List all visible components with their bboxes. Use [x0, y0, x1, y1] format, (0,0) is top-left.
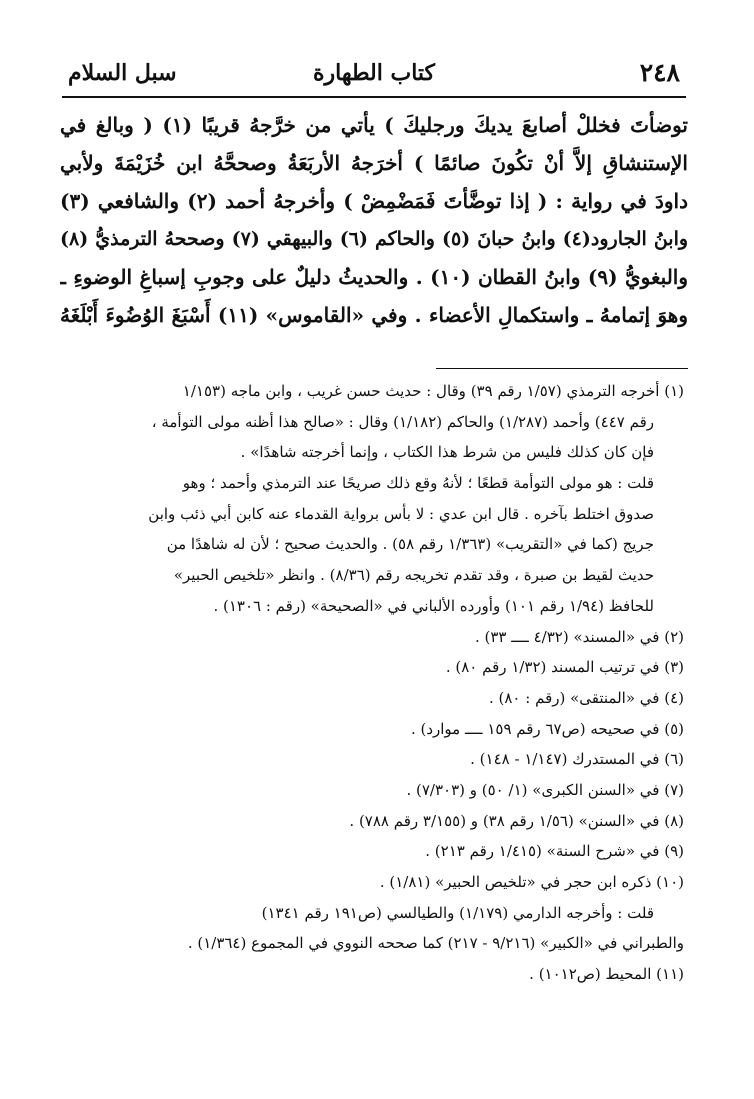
footnote-line: (٤) في «المنتقى» (رقم : ٨٠) .	[488, 688, 684, 707]
footnote-line: (١٠) ذكره ابن حجر في «تلخيص الحبير» (١/٨١) .	[379, 873, 684, 891]
footnote-line: (٢) في «المسند» (٤/٣٢ ــــ ٣٣) .	[474, 627, 684, 646]
footnote-line: (٨) في «السنن» (١/٥٦ رقم ٣٨) و (٣/١٥٥ رقم ٧٨٨) .	[349, 811, 684, 830]
footnote-line: (٣) في ترتيب المسند (١/٣٢ رقم ٨٠) .	[445, 658, 684, 677]
footnote-line: فإن كان كذلك فليس من شرط هذا الكتاب ، وإنما أخرجته شاهدًا» .	[240, 443, 654, 462]
book-title: سبل السلام	[68, 60, 177, 86]
footnote-line: رقم ٤٤٧) وأحمد (١/٢٨٧) والحاكم (١/١٨٢) وقال : «صالح هذا أظنه مولى التوأمة ،	[151, 412, 654, 431]
main-text-line: وهوَ إتمامهُ ـ واستكمالِ الأعضاء . وفي «القاموس» (١١) أَسْبَغَ الوُضُوءَ أَبْلَغَهُ	[60, 303, 688, 327]
chapter-title: كتاب الطهارة	[312, 60, 436, 86]
main-text-line: الإستنشاقِ إلاَّ أنْ تكُونَ صائمًا ) أخرَجهُ الأربَعَةُ وصححَّهُ ابن خُزَيْمَةَ ولأبي	[60, 151, 688, 175]
main-text-line: داودَ في رواية : ( إذا توضَّأتَ فَمَضْمِضْ ) وأخرجهُ أحمد (٢) والشافعي (٣)	[60, 189, 688, 213]
footnote-line: والطبراني في «الكبير» (٩/٢١٦ - ٢١٧) كما صححه النووي في المجموع (١/٣٦٤) .	[187, 934, 684, 953]
page-header	[62, 56, 686, 98]
main-text-line: والبغويُّ (٩) وابنُ القطان (١٠) . والحديثُ دليلٌ على وجوبِ إسباغِ الوضوءِ ـ	[60, 265, 688, 289]
main-text-line: وابنُ الجارود(٤) وابنُ حبانَ (٥) والحاكم (٦) والبيهقي (٧) وصححهُ الترمذيُّ (٨)	[60, 228, 688, 250]
footnote-line: (٥) في صحيحه (ص٦٧ رقم ١٥٩ ــــ موارد) .	[410, 719, 684, 738]
footnote-line: (١) أخرجه الترمذي (١/٥٧ رقم ٣٩) وقال : حديث حسن غريب ، وابن ماجه (١/١٥٣	[182, 382, 684, 400]
footnote-line: (٧) في «السنن الكبرى» (١/ ٥٠) و (٧/٣٠٣) .	[406, 780, 684, 799]
footnote-line: (١١) المحيط (ص١٠١٢) .	[529, 965, 684, 984]
main-text-body	[60, 106, 688, 334]
footnote-line: قلت : هو مولى التوأمة قطعًا ؛ لأنهُ وقع ذلك صريحًا عند الترمذي وأحمد ؛ وهو	[182, 474, 654, 493]
footnote-line: قلت : وأخرجه الدارمي (١/١٧٩) والطيالسي (ص١٩١ رقم ١٣٤١)	[261, 903, 654, 922]
footnotes-section	[64, 376, 684, 990]
footnote-line: صدوق اختلط بآخره . قال ابن عدي : لا بأس برواية القدماء عنه كابن أبي ذئب وابن	[148, 504, 654, 523]
footnote-line: جريج (كما في «التقريب» (١/٣٦٣ رقم ٥٨) . والحديث صحيح ؛ لأن له شاهدًا من	[166, 535, 654, 554]
footnote-line: حديث لقيط بن صبرة ، وقد تقدم تخريجه رقم (٨/٣٦) . وانظر «تلخيص الحبير»	[173, 566, 654, 585]
footnote-line: (٩) في «شرح السنة» (١/٤١٥ رقم ٢١٣) .	[425, 842, 684, 861]
page-number: ٢٤٨	[639, 58, 680, 87]
footnote-line: (٦) في المستدرك (١/١٤٧ - ١٤٨) .	[470, 750, 684, 769]
main-text-line: توضأتَ فخللْ أصابعَ يديكَ ورجليكَ ) يأتي من خرَّجهُ قريبًا (١) ( وبالغ في	[60, 113, 688, 137]
footnote-line: للحافظ (١/٩٤ رقم ١٠١) وأورده الألباني في «الصحيحة» (رقم : ١٣٠٦) .	[213, 596, 654, 615]
footnote-separator	[436, 368, 688, 369]
